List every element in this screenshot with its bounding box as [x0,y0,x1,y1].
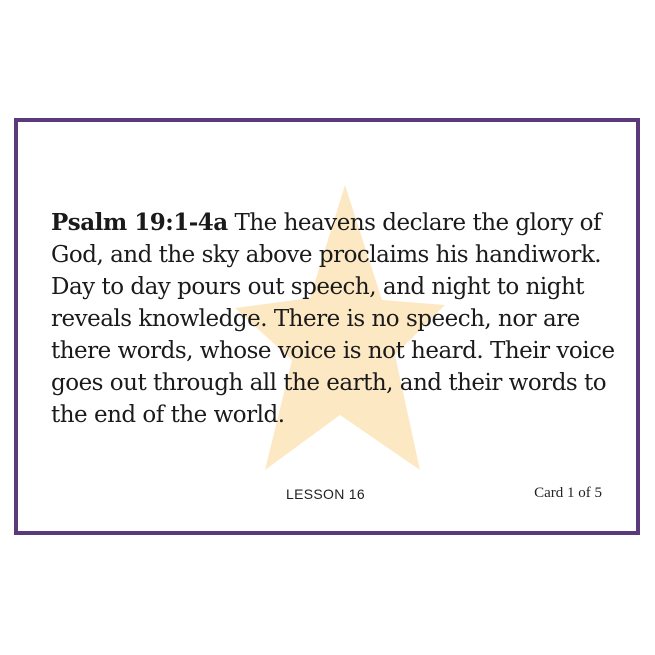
lesson-label: LESSON 16 [286,486,365,502]
scripture-card [14,118,640,535]
verse-reference: Psalm 19:1-4a [51,209,228,236]
verse-paragraph [51,207,621,431]
card-number: Card 1 of 5 [534,485,602,501]
verse-text: The heavens declare the glory of God, and the sky above proclaims his handiwork. Day to day pours out speech, and night to night reveals knowledge. There is no speech, nor are there words, whose voice is not heard. Their voice goes out through all the earth, and their words to the end of the world. [51,210,615,428]
